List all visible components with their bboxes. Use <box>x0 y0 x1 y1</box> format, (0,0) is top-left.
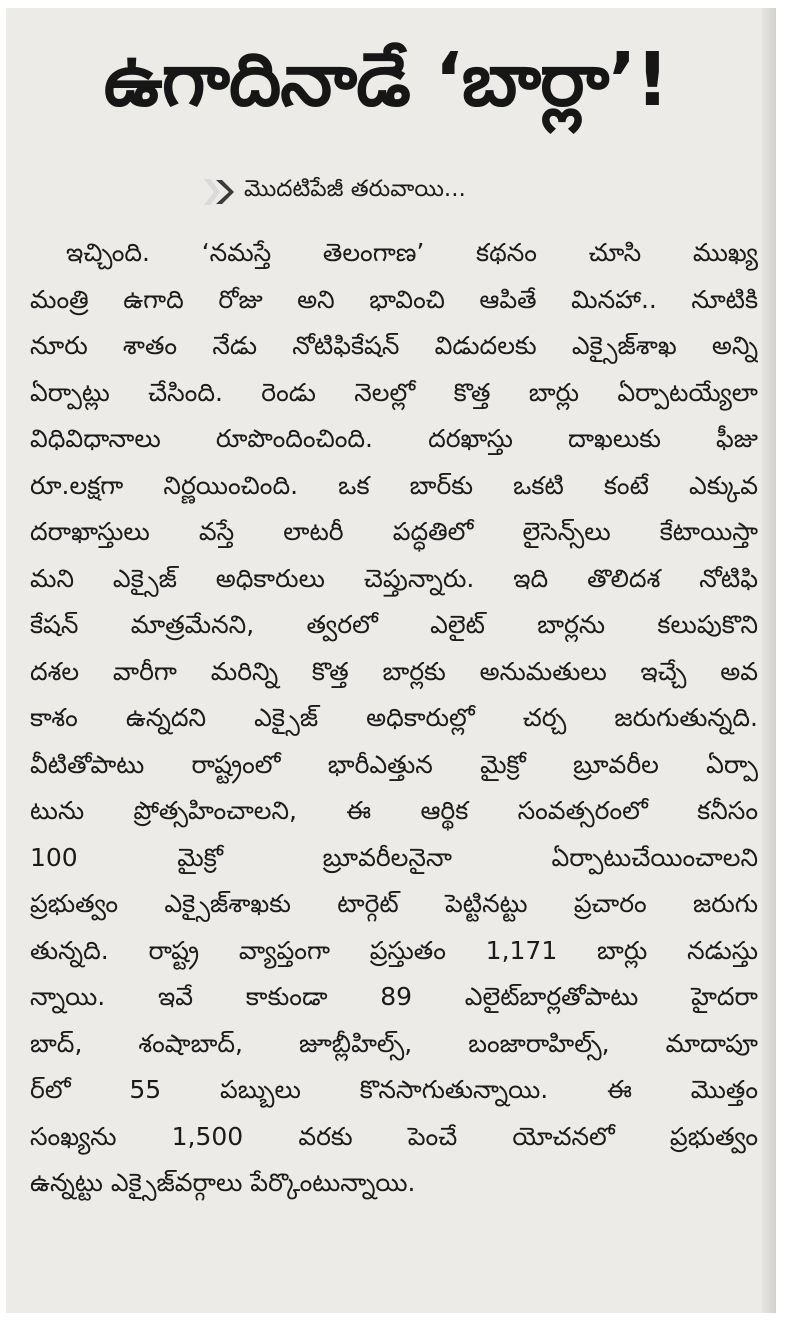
article-line: ఉన్నట్టు ఎక్సైజ్‌వర్గాలు పేర్కొంటున్నాయి. <box>30 1168 416 1197</box>
article-line: సంఖ్యను 1,500 వరకు పెంచే యోచనలో ప్రభుత్వం <box>30 1121 758 1151</box>
article-line: కేషన్ మాత్రమేనని, త్వరలో ఎలైట్ బార్లను కలుపుకొని <box>30 610 758 639</box>
continued-label: మొదటిపేజీ తరువాయి... <box>244 176 466 202</box>
article-line: ప్రభుత్వం ఎక్సైజ్‌శాఖకు టార్గెట్ పెట్టినట్టు ప్రచారం జరుగు <box>30 889 758 918</box>
article-line: మంత్రి ఉగాది రోజు అని భావించి ఆపితే మినహా.. నూటికి <box>30 284 758 314</box>
article-line: కాశం ఉన్నదని ఎక్సైజ్ అధికారుల్లో చర్చ జరుగుతున్నది. <box>30 703 758 732</box>
article-line: రూ.లక్షగా నిర్ణయించింది. ఒక బార్‌కు ఒకటి కంటే ఎక్కువ <box>30 470 758 500</box>
article-line: వీటితోపాటు రాష్ట్రంలో భారీఎత్తున మైక్రో బ్రూవరీల ఏర్పా <box>30 749 758 779</box>
clipping-edge-shadow <box>762 8 776 1313</box>
article-body <box>30 230 758 1207</box>
continued-from-front-page <box>202 174 466 210</box>
article-line: 100 మైక్రో బ్రూవరీలనైనా ఏర్పాటుచేయించాలని <box>30 842 758 872</box>
article-line: న్నాయి. ఇవే కాకుండా 89 ఎలైట్‌బార్లతోపాటు హైదరా <box>30 982 758 1011</box>
article-line: దరాఖాస్తులు వస్తే లాటరీ పద్ధతిలో లైసెన్స్‌లు కేటాయిస్తా <box>30 517 758 546</box>
article-line: దశల వారీగా మరిన్ని కొత్త బార్లకు అనుమతులు ఇచ్చే అవ <box>30 656 758 686</box>
article-line: విధివిధానాలు రూపొందించింది. దరఖాస్తు దాఖలుకు ఫీజు <box>30 424 758 453</box>
newspaper-clipping <box>6 8 776 1313</box>
article-line: ర్‌లో 55 పబ్బులు కొనసాగుతున్నాయి. ఈ మొత్తం <box>30 1075 758 1104</box>
article-line: ఏర్పాట్లు చేసింది. రెండు నెలల్లో కొత్త బార్లు ఏర్పాటయ్యేలా <box>30 377 758 407</box>
article-line: తున్నది. రాష్ట్ర వ్యాప్తంగా ప్రస్తుతం 1,171 బార్లు నడుస్తు <box>30 935 758 965</box>
article-line: టును ప్రోత్సహించాలని, ఈ ఆర్థిక సంవత్సరంలో కనీసం <box>30 796 758 825</box>
article-line: నూరు శాతం నేడు నోటిఫికేషన్ విడుదలకు ఎక్సైజ్‌శాఖ అన్ని <box>30 331 758 360</box>
article-line: ఇచ్చింది. ‘నమస్తే తెలంగాణ’ కథనం చూసి ముఖ్య <box>66 238 758 267</box>
article-headline: ఉగాదినాడే ‘బార్లా’! <box>103 37 669 123</box>
double-chevron-right-icon <box>202 177 236 207</box>
article-line: బాద్, శంషాబాద్, జూబ్లీహిల్స్, బంజారాహిల్స్, మాదాపూ <box>30 1028 758 1058</box>
article-line: మని ఎక్సైజ్ అధికారులు చెప్తున్నారు. ఇది తొలిదశ నోటిఫి <box>30 563 758 593</box>
